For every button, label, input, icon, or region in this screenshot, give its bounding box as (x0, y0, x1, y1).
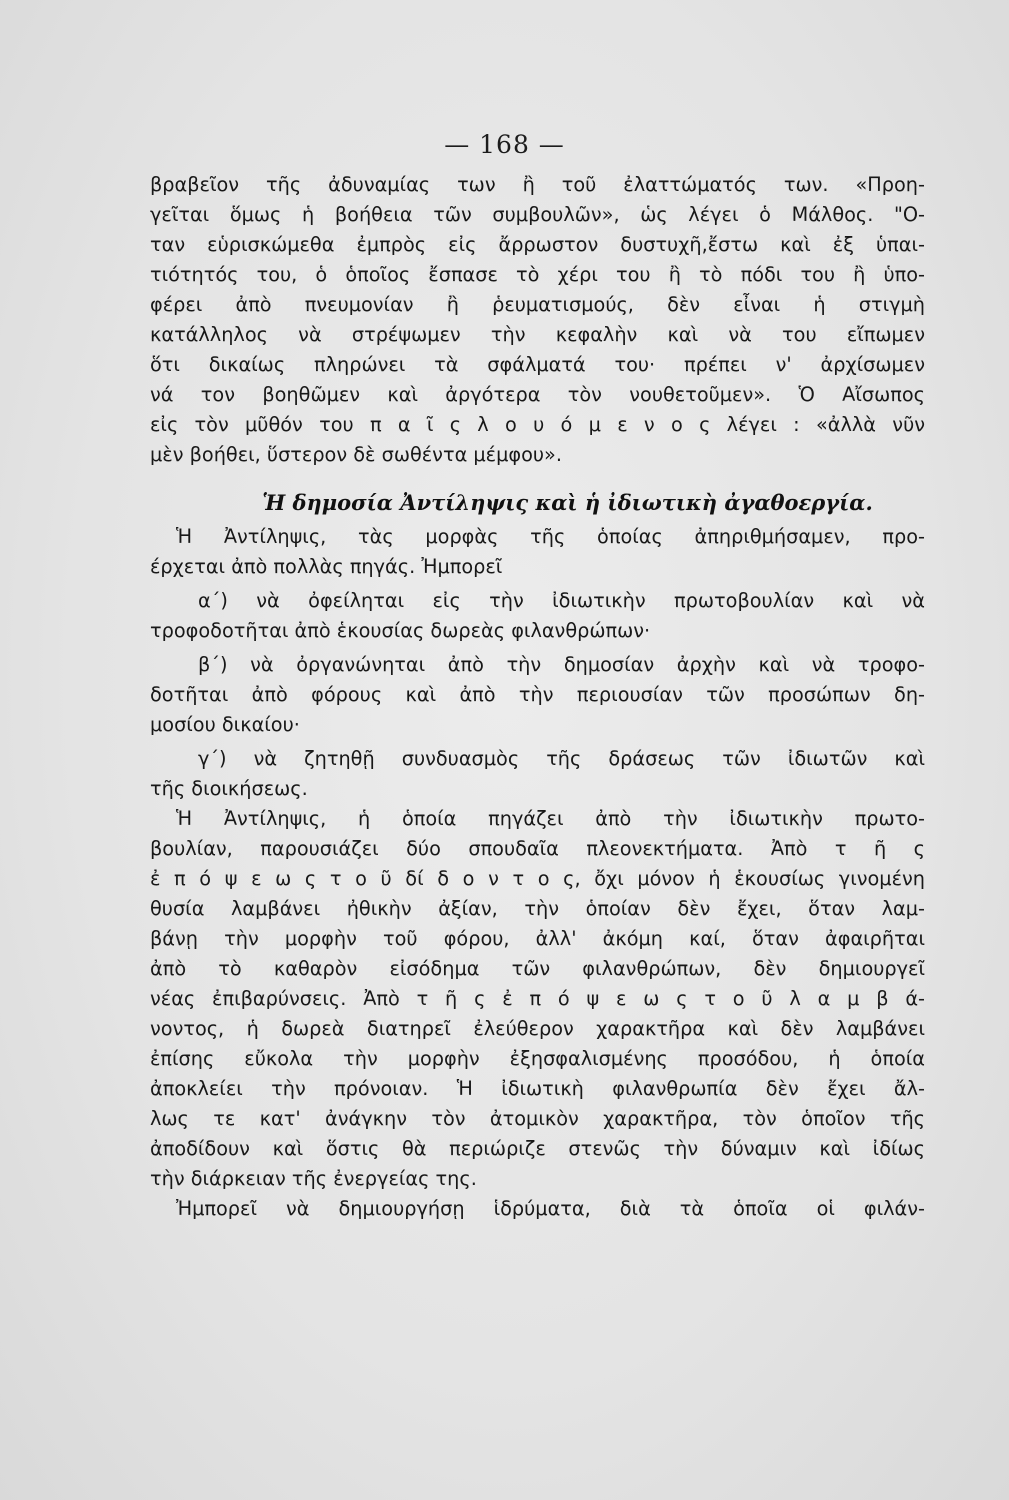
text-line: βραβεῖον τῆς ἀδυναμίας των ἢ τοῦ ἐλαττώματός των. «Προη- (150, 173, 925, 196)
section-heading: Ἡ δημοσία Ἀντίληψις καὶ ἡ ἰδιωτικὴ ἀγαθοεργία. (262, 490, 873, 515)
text-line: γ΄) νὰ ζητηθῇ συνδυασμὸς τῆς δράσεως τῶν ἰδιωτῶν καὶ (198, 747, 925, 770)
text-line: ταν εὑρισκώμεθα ἐμπρὸς εἰς ἄρρωστον δυστυχῆ,ἔστω καὶ ἐξ ὑπαι- (150, 233, 925, 256)
text-line: μὲν βοήθει, ὕστερον δὲ σωθέντα μέμφου». (150, 443, 562, 466)
text-line: τὴν διάρκειαν τῆς ἐνεργείας της. (150, 1167, 477, 1190)
text-line: τῆς διοικήσεως. (150, 777, 308, 800)
page-number: — 168 — (444, 130, 565, 159)
paragraph-2 (150, 522, 925, 582)
text-line: θυσία λαμβάνει ἠθικὴν ἀξίαν, τὴν ὁποίαν δὲν ἔχει, ὅταν λαμ- (150, 897, 925, 920)
paragraph-4 (150, 1194, 925, 1224)
text-line: Ἡ Ἀντίληψις, ἡ ὁποία πηγάζει ἀπὸ τὴν ἰδιωτικὴν πρωτο- (176, 807, 925, 830)
text-line: β΄) νὰ ὀργανώνηται ἀπὸ τὴν δημοσίαν ἀρχὴν καὶ νὰ τροφο- (198, 653, 925, 676)
text-line: δοτῆται ἀπὸ φόρους καὶ ἀπὸ τὴν περιουσίαν τῶν προσώπων δη- (150, 683, 925, 706)
text-line: λως τε κατ' ἀνάγκην τὸν ἀτομικὸν χαρακτῆρα, τὸν ὁποῖον τῆς (150, 1107, 925, 1130)
text-line: μοσίου δικαίου· (150, 713, 300, 736)
text-line: νέας ἐπιβαρύνσεις. Ἀπὸ τ ῆ ς ἐ π ό ψ ε ω ς τ ο ῦ λ α μ β ά- (150, 987, 925, 1010)
text-line: ὅτι δικαίως πληρώνει τὰ σφάλματά του· πρέπει ν' ἀρχίσωμεν (150, 353, 925, 376)
text-line: νά τον βοηθῶμεν καὶ ἀργότερα τὸν νουθετοῦμεν». Ὁ Αἴσωπος (150, 383, 925, 406)
list-item-b (150, 650, 925, 740)
paragraph-3 (150, 804, 925, 1194)
text-line: έρχεται ἀπὸ πολλὰς πηγάς. Ἠμπορεῖ (150, 555, 503, 578)
text-line: νοντος, ἡ δωρεὰ διατηρεῖ ἐλεύθερον χαρακτῆρα καὶ δὲν λαμβάνει (150, 1017, 925, 1040)
text-line: ἀποκλείει τὴν πρόνοιαν. Ἡ ἰδιωτικὴ φιλανθρωπία δὲν ἔχει ἄλ- (150, 1077, 925, 1100)
text-line: τιότητός του, ὁ ὁποῖος ἔσπασε τὸ χέρι του ἢ τὸ πόδι του ἢ ὑπο- (150, 263, 925, 286)
text-line: ἐ π ό ψ ε ω ς τ ο ῦ δί δ ο ν τ ο ς, ὄχι μόνον ἡ ἑκουσίως γινομένη (150, 867, 925, 890)
text-line: ἐπίσης εὔκολα τὴν μορφὴν ἐξησφαλισμένης προσόδου, ἡ ὁποία (150, 1047, 925, 1070)
text-line: Ἠμπορεῖ νὰ δημιουργήσῃ ἱδρύματα, διὰ τὰ ὁποῖα οἱ φιλάν- (176, 1197, 925, 1220)
page-body (150, 170, 925, 1224)
text-line: γεῖται ὅμως ἡ βοήθεια τῶν συμβουλῶν», ὡς λέγει ὁ Μάλθος. "Ο- (150, 203, 925, 226)
text-line: κατάλληλος νὰ στρέψωμεν τὴν κεφαλὴν καὶ νὰ του εἴπωμεν (150, 323, 925, 346)
text-line: βουλίαν, παρουσιάζει δύο σπουδαῖα πλεονεκτήματα. Ἀπὸ τ ῆ ς (150, 837, 925, 860)
text-line: α΄) νὰ ὀφείληται εἰς τὴν ἰδιωτικὴν πρωτοβουλίαν καὶ νὰ (198, 589, 925, 612)
text-line: Ἡ Ἀντίληψις, τὰς μορφὰς τῆς ὁποίας ἀπηριθμήσαμεν, προ- (176, 525, 925, 548)
text-line: ἀποδίδουν καὶ ὅστις θὰ περιώριζε στενῶς τὴν δύναμιν καὶ ἰδίως (150, 1137, 925, 1160)
list-item-c (150, 744, 925, 804)
text-line: εἰς τὸν μῦθόν του π α ῖ ς λ ο υ ό μ ε ν ο ς λέγει : «ἀλλὰ νῦν (150, 413, 925, 436)
paragraph-1 (150, 170, 925, 470)
text-line: ἀπὸ τὸ καθαρὸν εἰσόδημα τῶν φιλανθρώπων, δὲν δημιουργεῖ (150, 957, 925, 980)
list-item-a (150, 586, 925, 646)
text-line: φέρει ἀπὸ πνευμονίαν ἢ ῥευματισμούς, δὲν εἶναι ἡ στιγμὴ (150, 293, 925, 316)
text-line: βάνῃ τὴν μορφὴν τοῦ φόρου, ἀλλ' ἀκόμη καί, ὅταν ἀφαιρῆται (150, 927, 925, 950)
text-line: τροφοδοτῆται ἀπὸ ἑκουσίας δωρεὰς φιλανθρώπων· (150, 619, 651, 642)
